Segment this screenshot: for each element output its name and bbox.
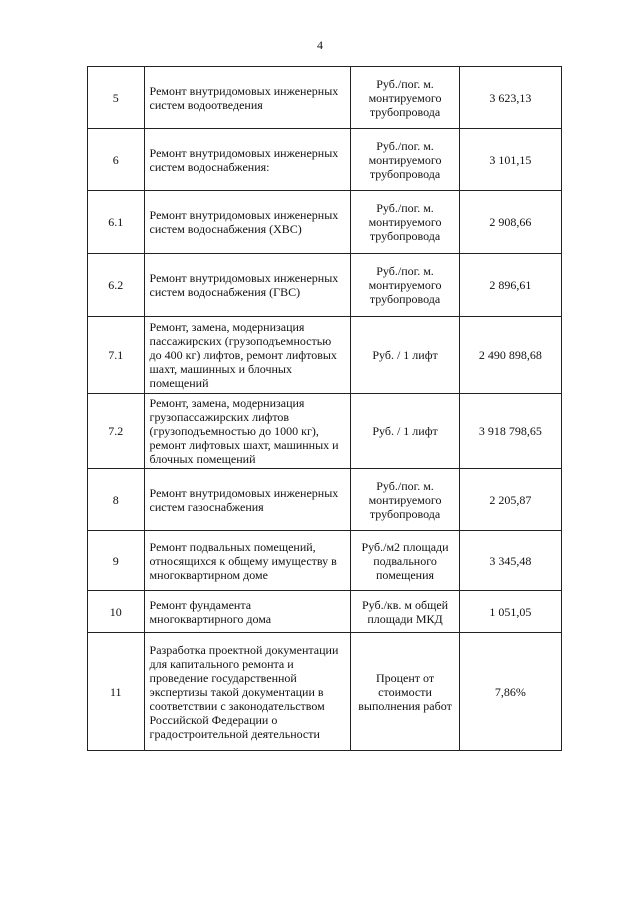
table-row bbox=[88, 633, 562, 751]
work-type-cell: Ремонт, замена, модернизация грузопассажирских лифтов (грузоподъемностью до 1000 кг), ремонт лифтовых шахт, машинных и блочных помещений bbox=[144, 394, 351, 469]
table-row bbox=[88, 469, 562, 531]
row-number-cell: 7.1 bbox=[88, 317, 145, 394]
unit-cell: Руб./м2 площади подвального помещения bbox=[351, 531, 460, 591]
unit-cell: Руб./пог. м. монтируемого трубопровода bbox=[351, 191, 460, 254]
unit-cell: Руб./пог. м. монтируемого трубопровода bbox=[351, 469, 460, 531]
cost-cell: 1 051,05 bbox=[459, 591, 561, 633]
cost-cell: 2 896,61 bbox=[459, 254, 561, 317]
cost-cell: 2 205,87 bbox=[459, 469, 561, 531]
page-number: 4 bbox=[317, 38, 323, 52]
work-type-cell: Ремонт, замена, модернизация пассажирских (грузоподъемностью до 400 кг) лифтов, ремонт лифтовых шахт, машинных и блочных помещений bbox=[144, 317, 351, 394]
work-type-cell: Ремонт внутридомовых инженерных систем водоснабжения (ХВС) bbox=[144, 191, 351, 254]
table-row bbox=[88, 394, 562, 469]
row-number-cell: 8 bbox=[88, 469, 145, 531]
cost-cell: 3 101,15 bbox=[459, 129, 561, 191]
table-row bbox=[88, 317, 562, 394]
row-number-cell: 7.2 bbox=[88, 394, 145, 469]
unit-cell: Руб. / 1 лифт bbox=[351, 317, 460, 394]
unit-cell: Руб. / 1 лифт bbox=[351, 394, 460, 469]
work-type-cell: Ремонт подвальных помещений, относящихся к общему имуществу в многоквартирном доме bbox=[144, 531, 351, 591]
work-type-cell: Ремонт внутридомовых инженерных систем водоотведения bbox=[144, 67, 351, 129]
work-type-cell: Ремонт внутридомовых инженерных систем водоснабжения: bbox=[144, 129, 351, 191]
table-row bbox=[88, 67, 562, 129]
work-type-cell: Ремонт внутридомовых инженерных систем газоснабжения bbox=[144, 469, 351, 531]
row-number-cell: 9 bbox=[88, 531, 145, 591]
work-type-cell: Ремонт внутридомовых инженерных систем водоснабжения (ГВС) bbox=[144, 254, 351, 317]
unit-cell: Руб./кв. м общей площади МКД bbox=[351, 591, 460, 633]
table-row bbox=[88, 191, 562, 254]
table-row bbox=[88, 591, 562, 633]
row-number-cell: 10 bbox=[88, 591, 145, 633]
table-row bbox=[88, 531, 562, 591]
unit-cell: Процент от стоимости выполнения работ bbox=[351, 633, 460, 751]
row-number-cell: 5 bbox=[88, 67, 145, 129]
unit-cell: Руб./пог. м. монтируемого трубопровода bbox=[351, 67, 460, 129]
cost-cell: 3 623,13 bbox=[459, 67, 561, 129]
cost-cell: 3 345,48 bbox=[459, 531, 561, 591]
table-row bbox=[88, 129, 562, 191]
row-number-cell: 6.1 bbox=[88, 191, 145, 254]
unit-cell: Руб./пог. м. монтируемого трубопровода bbox=[351, 254, 460, 317]
unit-cell: Руб./пог. м. монтируемого трубопровода bbox=[351, 129, 460, 191]
work-type-cell: Разработка проектной документации для капитального ремонта и проведение государственной экспертизы такой документации в соответствии с законодательством Российской Федерации о градостроительной деятельности bbox=[144, 633, 351, 751]
row-number-cell: 6.2 bbox=[88, 254, 145, 317]
row-number-cell: 6 bbox=[88, 129, 145, 191]
work-type-cell: Ремонт фундамента многоквартирного дома bbox=[144, 591, 351, 633]
rates-table bbox=[87, 66, 562, 751]
cost-cell: 7,86% bbox=[459, 633, 561, 751]
cost-cell: 2 490 898,68 bbox=[459, 317, 561, 394]
row-number-cell: 11 bbox=[88, 633, 145, 751]
cost-cell: 3 918 798,65 bbox=[459, 394, 561, 469]
cost-cell: 2 908,66 bbox=[459, 191, 561, 254]
table-row bbox=[88, 254, 562, 317]
